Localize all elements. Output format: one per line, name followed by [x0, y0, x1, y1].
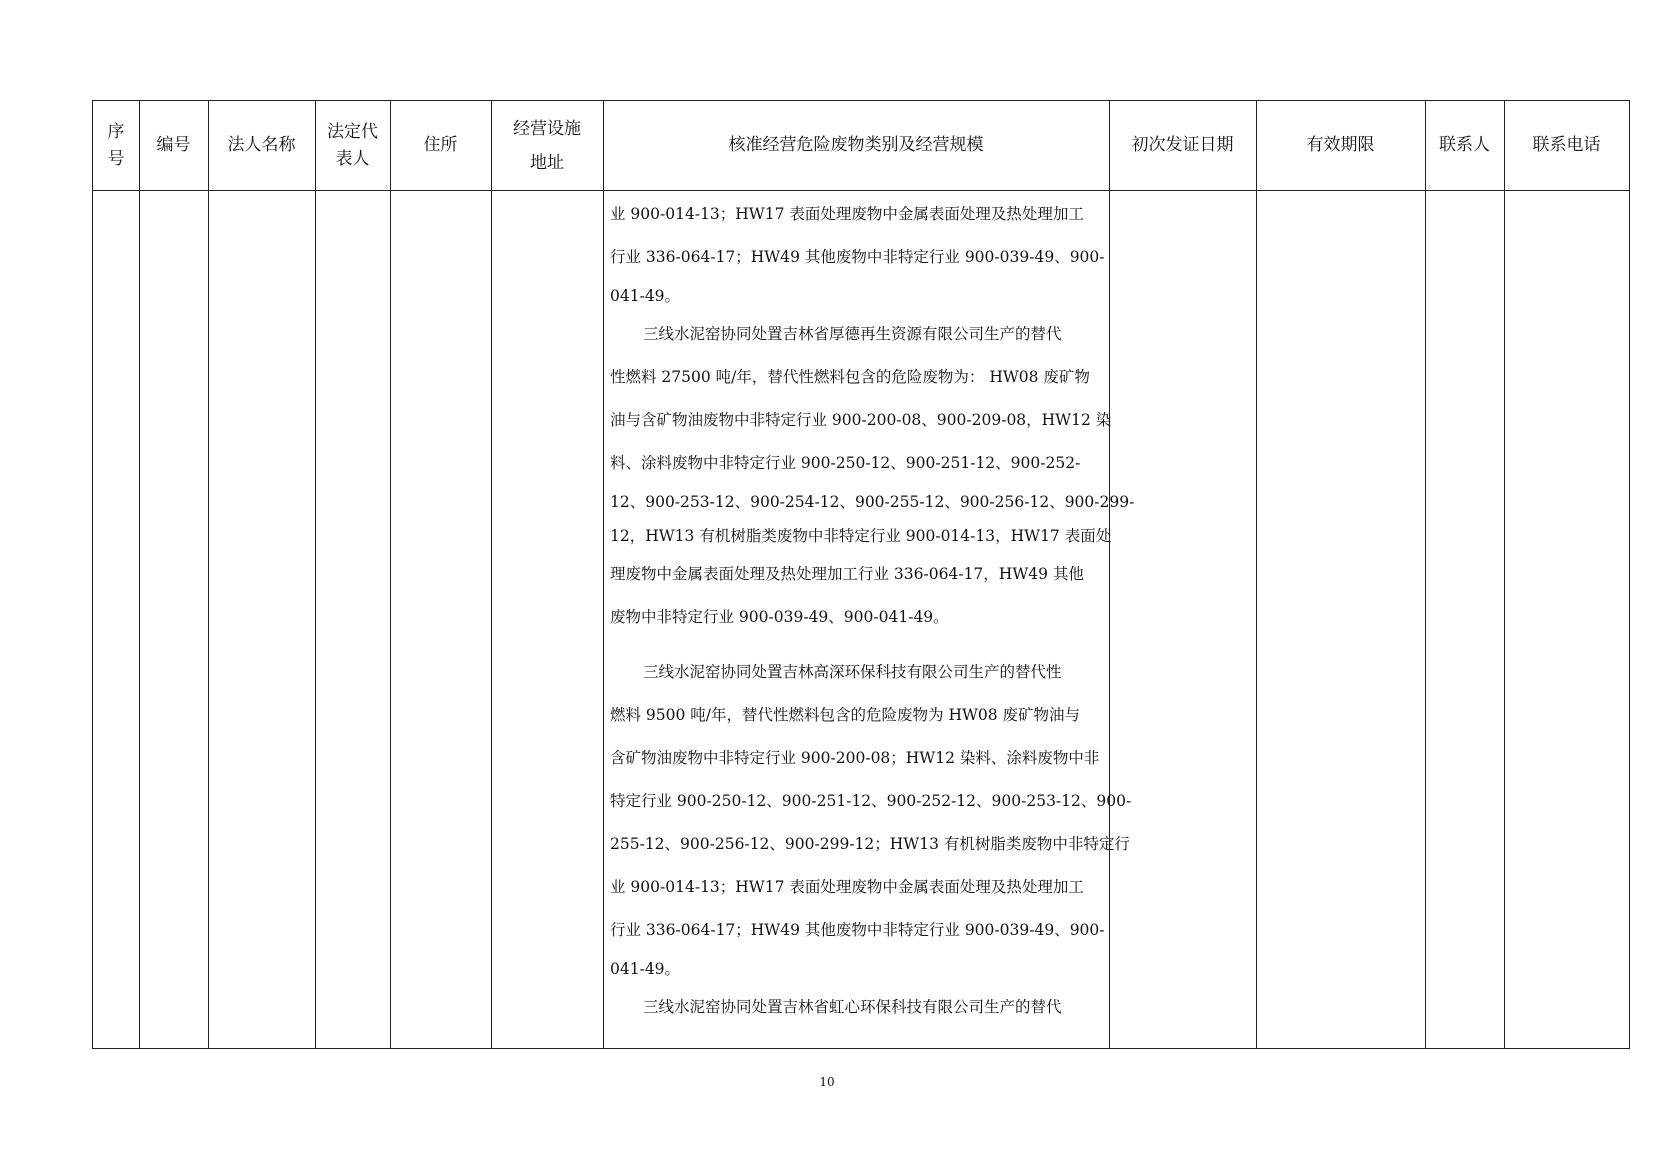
content-line: 油与含矿物油废物中非特定行业 900-200-08、900-209-08，HW12 染 [610, 411, 1112, 429]
header-contact-label: 联系人 [1439, 135, 1490, 156]
header-waste-categories-label: 核准经营危险废物类别及经营规模 [728, 135, 984, 156]
page-number: 10 [819, 1075, 835, 1089]
header-legal-rep-line1: 法定代 [327, 122, 378, 143]
content-line: 燃料 9500 吨/年，替代性燃料包含的危险废物为 HW08 废矿物油与 [610, 706, 1081, 724]
waste-categories-cell [610, 193, 1135, 1029]
column-divider [208, 101, 209, 1048]
header-number [139, 101, 208, 190]
header-facility-line2: 地址 [530, 152, 564, 173]
content-line: 三线水泥窑协同处置吉林省厚德再生资源有限公司生产的替代 [643, 325, 1062, 343]
content-line: 041-49。 [610, 960, 681, 978]
header-validity [1256, 101, 1425, 190]
column-divider [603, 101, 604, 1048]
content-line: 255-12、900-256-12、900-299-12；HW13 有机树脂类废物中非特定行 [610, 835, 1130, 853]
header-phone-label: 联系电话 [1532, 135, 1601, 156]
header-legal-name-label: 法人名称 [227, 135, 296, 156]
content-line: 含矿物油废物中非特定行业 900-200-08；HW12 染料、涂料废物中非 [610, 749, 1100, 767]
header-facility-address [491, 101, 603, 190]
content-line: 行业 336-064-17；HW49 其他废物中非特定行业 900-039-49、900- [610, 248, 1105, 266]
license-table [92, 100, 1630, 1049]
header-validity-label: 有效期限 [1306, 135, 1375, 156]
header-address-label: 住所 [423, 135, 458, 156]
header-number-label: 编号 [156, 135, 191, 156]
content-line: 废物中非特定行业 900-039-49、900-041-49。 [610, 608, 949, 626]
content-line: 041-49。 [610, 287, 681, 305]
header-first-issue-date-label: 初次发证日期 [1131, 135, 1234, 156]
header-first-issue-date [1109, 101, 1256, 190]
header-legal-rep-line2: 表人 [335, 148, 370, 169]
header-address [390, 101, 491, 190]
content-line: 行业 336-064-17；HW49 其他废物中非特定行业 900-039-49、900- [610, 921, 1105, 939]
content-line: 业 900-014-13；HW17 表面处理废物中金属表面处理及热处理加工 [610, 205, 1084, 223]
content-line: 三线水泥窑协同处置吉林高深环保科技有限公司生产的替代性 [643, 663, 1062, 681]
content-line: 性燃料 27500 吨/年，替代性燃料包含的危险废物为： HW08 废矿物 [610, 368, 1090, 386]
header-phone [1504, 101, 1629, 190]
header-legal-rep [315, 101, 390, 190]
header-facility-line1: 经营设施 [513, 118, 581, 139]
column-divider [1256, 101, 1257, 1048]
content-line: 特定行业 900-250-12、900-251-12、900-252-12、900-253-12、900- [610, 792, 1132, 810]
column-divider [390, 101, 391, 1048]
header-waste-categories [603, 101, 1109, 190]
column-divider [491, 101, 492, 1048]
paragraph-gap [610, 639, 1107, 651]
content-line: 12，HW13 有机树脂类废物中非特定行业 900-014-13，HW17 表面处 [610, 527, 1112, 545]
content-line: 12、900-253-12、900-254-12、900-255-12、900-256-12、900-299- [610, 493, 1135, 511]
column-divider [1109, 101, 1110, 1048]
content-line: 业 900-014-13；HW17 表面处理废物中金属表面处理及热处理加工 [610, 878, 1084, 896]
header-divider [93, 190, 1629, 191]
content-line: 理废物中金属表面处理及热处理加工行业 336-064-17，HW49 其他 [610, 565, 1084, 583]
column-divider [1504, 101, 1505, 1048]
header-seq [93, 101, 139, 190]
header-seq-line1: 序 [107, 122, 125, 143]
content-line: 料、涂料废物中非特定行业 900-250-12、900-251-12、900-252- [610, 454, 1081, 472]
column-divider [139, 101, 140, 1048]
column-divider [315, 101, 316, 1048]
column-divider [1425, 101, 1426, 1048]
header-legal-name [208, 101, 315, 190]
header-contact [1425, 101, 1504, 190]
header-seq-line2: 号 [107, 148, 125, 169]
content-line: 三线水泥窑协同处置吉林省虹心环保科技有限公司生产的替代 [643, 998, 1062, 1016]
